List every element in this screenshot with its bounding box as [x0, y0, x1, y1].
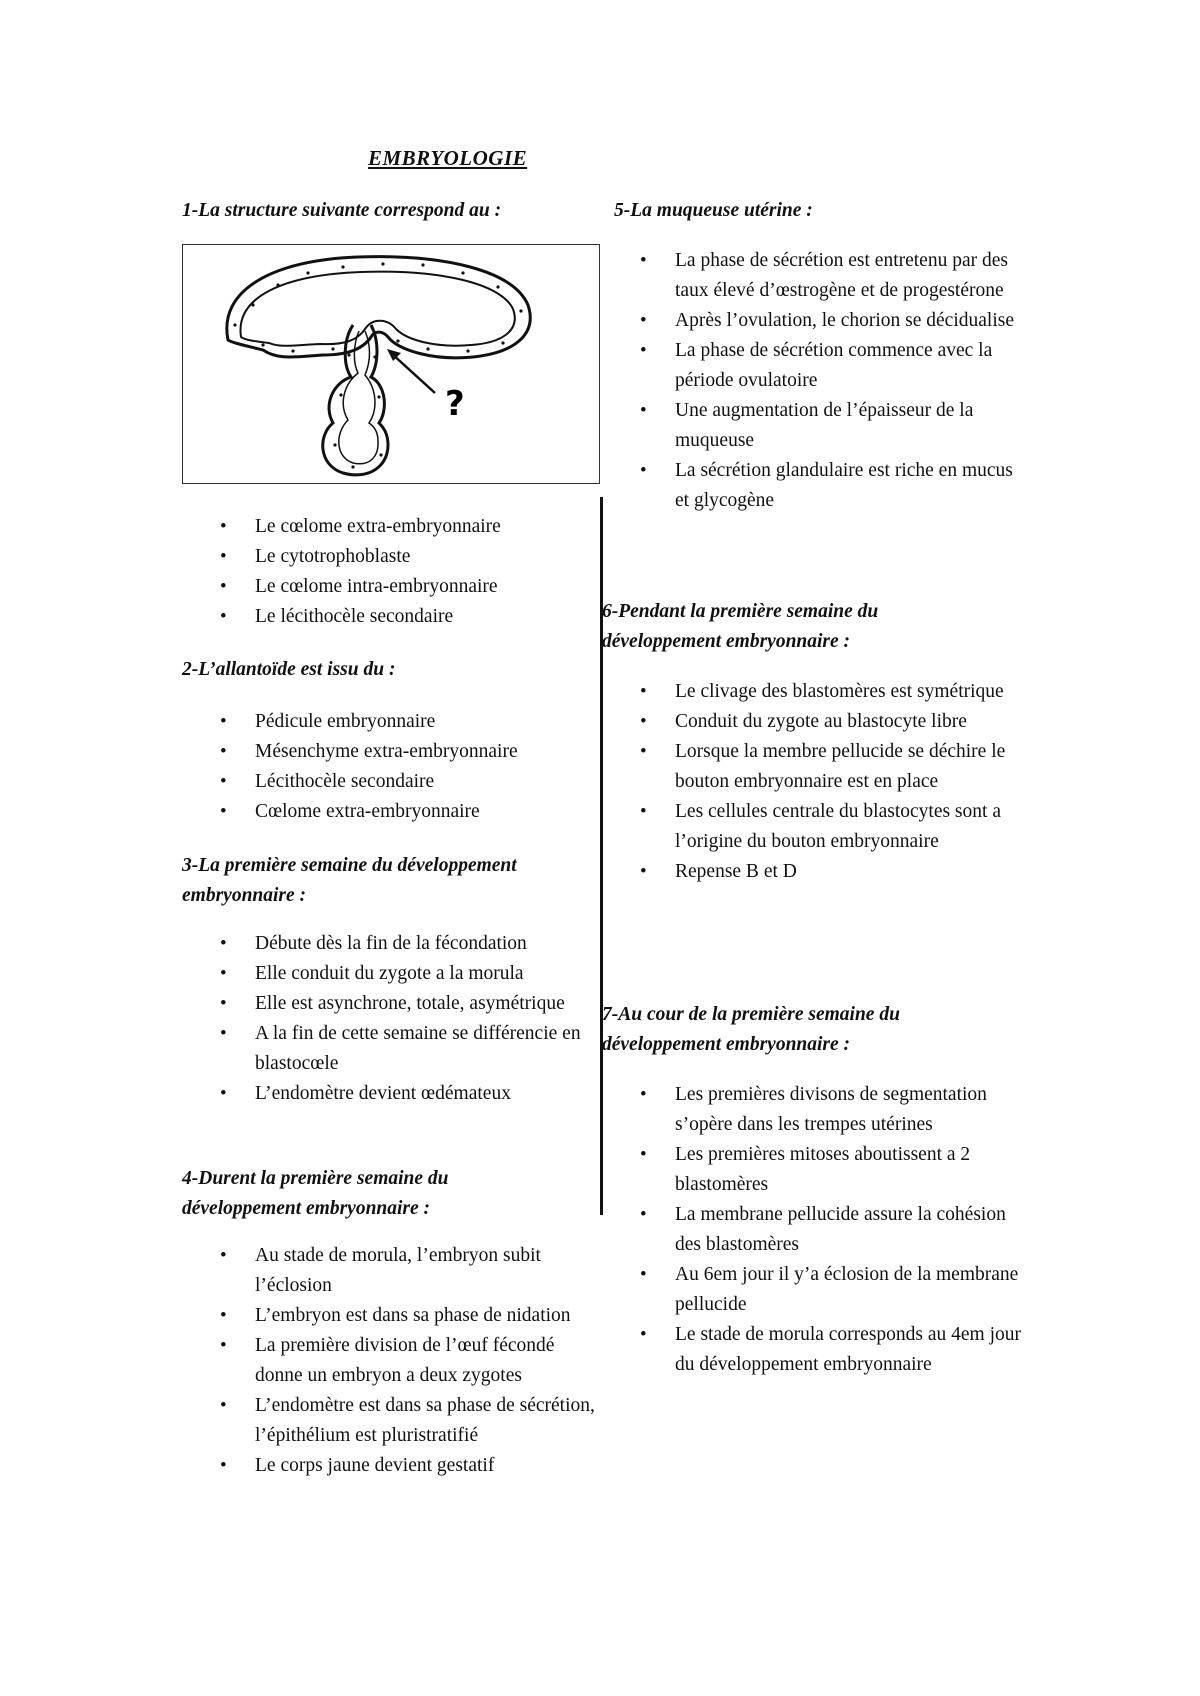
option-item[interactable]: • L’endomètre devient œdémateux [220, 1079, 600, 1109]
option-item[interactable]: • Mésenchyme extra-embryonnaire [220, 737, 600, 767]
option-item[interactable]: • La phase de sécrétion est entretenu par des taux élevé d’œstrogène et de progestérone [640, 246, 1030, 306]
option-item[interactable]: • La sécrétion glandulaire est riche en mucus et glycogène [640, 456, 1030, 516]
question-4-options [220, 1241, 600, 1481]
option-item[interactable]: • Le cœlome intra-embryonnaire [220, 572, 600, 602]
option-item[interactable]: • Les premières mitoses aboutissent a 2 blastomères [640, 1140, 1030, 1200]
option-item[interactable]: • La première division de l’œuf fécondé donne un embryon a deux zygotes [220, 1331, 600, 1391]
option-item[interactable]: • Pédicule embryonnaire [220, 707, 600, 737]
option-item[interactable]: • La membrane pellucide assure la cohésion des blastomères [640, 1200, 1030, 1260]
question-3-options [220, 929, 600, 1109]
question-4-title: 4-Durent la première semaine du développement embryonnaire : [182, 1168, 449, 1219]
question-2-options [220, 707, 600, 827]
option-item[interactable]: • Elle conduit du zygote a la morula [220, 959, 600, 989]
question-3-title: 3-La première semaine du développement embryonnaire : [182, 855, 517, 906]
option-item[interactable]: • Repense B et D [640, 857, 1030, 887]
option-item[interactable]: • Après l’ovulation, le chorion se décidualise [640, 306, 1030, 336]
question-6-options [640, 677, 1030, 887]
option-item[interactable]: • Au 6em jour il y’a éclosion de la membrane pellucide [640, 1260, 1030, 1320]
option-item[interactable]: • A la fin de cette semaine se différencie en blastocœle [220, 1019, 600, 1079]
option-item[interactable]: • Le corps jaune devient gestatif [220, 1451, 600, 1481]
option-item[interactable]: • Le clivage des blastomères est symétrique [640, 677, 1030, 707]
question-6-title: 6-Pendant la première semaine du développement embryonnaire : [602, 601, 879, 652]
question-7-title: 7-Au cour de la première semaine du développement embryonnaire : [602, 1004, 900, 1055]
option-item[interactable]: • Le stade de morula corresponds au 4em jour du développement embryonnaire [640, 1320, 1030, 1380]
option-item[interactable]: • Débute dès la fin de la fécondation [220, 929, 600, 959]
option-item[interactable]: • Lorsque la membre pellucide se déchire le bouton embryonnaire est en place [640, 737, 1030, 797]
question-5-title: 5-La muqueuse utérine : [614, 200, 813, 221]
option-item[interactable]: • L’endomètre est dans sa phase de sécrétion, l’épithélium est pluristratifié [220, 1391, 600, 1451]
option-item[interactable]: • Le cytotrophoblaste [220, 542, 600, 572]
embryo-diagram [182, 244, 600, 484]
option-item[interactable]: • Une augmentation de l’épaisseur de la muqueuse [640, 396, 1030, 456]
option-item[interactable]: • L’embryon est dans sa phase de nidation [220, 1301, 600, 1331]
option-item[interactable]: • Elle est asynchrone, totale, asymétrique [220, 989, 600, 1019]
option-item[interactable]: • Le cœlome extra-embryonnaire [220, 512, 600, 542]
question-2-title: 2-L’allantoïde est issu du : [182, 659, 396, 680]
question-1-title: 1-La structure suivante correspond au : [182, 200, 502, 221]
embryo-drawing [183, 245, 601, 485]
option-item[interactable]: • Lécithocèle secondaire [220, 767, 600, 797]
option-item[interactable]: • Conduit du zygote au blastocyte libre [640, 707, 1030, 737]
question-1-options [220, 512, 600, 632]
question-5-options [640, 246, 1030, 516]
option-item[interactable]: • Cœlome extra-embryonnaire [220, 797, 600, 827]
question-7-options [640, 1080, 1030, 1380]
page-title: EMBRYOLOGIE [368, 146, 528, 170]
option-item[interactable]: • Au stade de morula, l’embryon subit l’éclosion [220, 1241, 600, 1301]
question-mark-label: ? [445, 384, 465, 424]
option-item[interactable]: • Les premières divisons de segmentation s’opère dans les trempes utérines [640, 1080, 1030, 1140]
option-item[interactable]: • Le lécithocèle secondaire [220, 602, 600, 632]
option-item[interactable]: • Les cellules centrale du blastocytes sont a l’origine du bouton embryonnaire [640, 797, 1030, 857]
option-item[interactable]: • La phase de sécrétion commence avec la période ovulatoire [640, 336, 1030, 396]
